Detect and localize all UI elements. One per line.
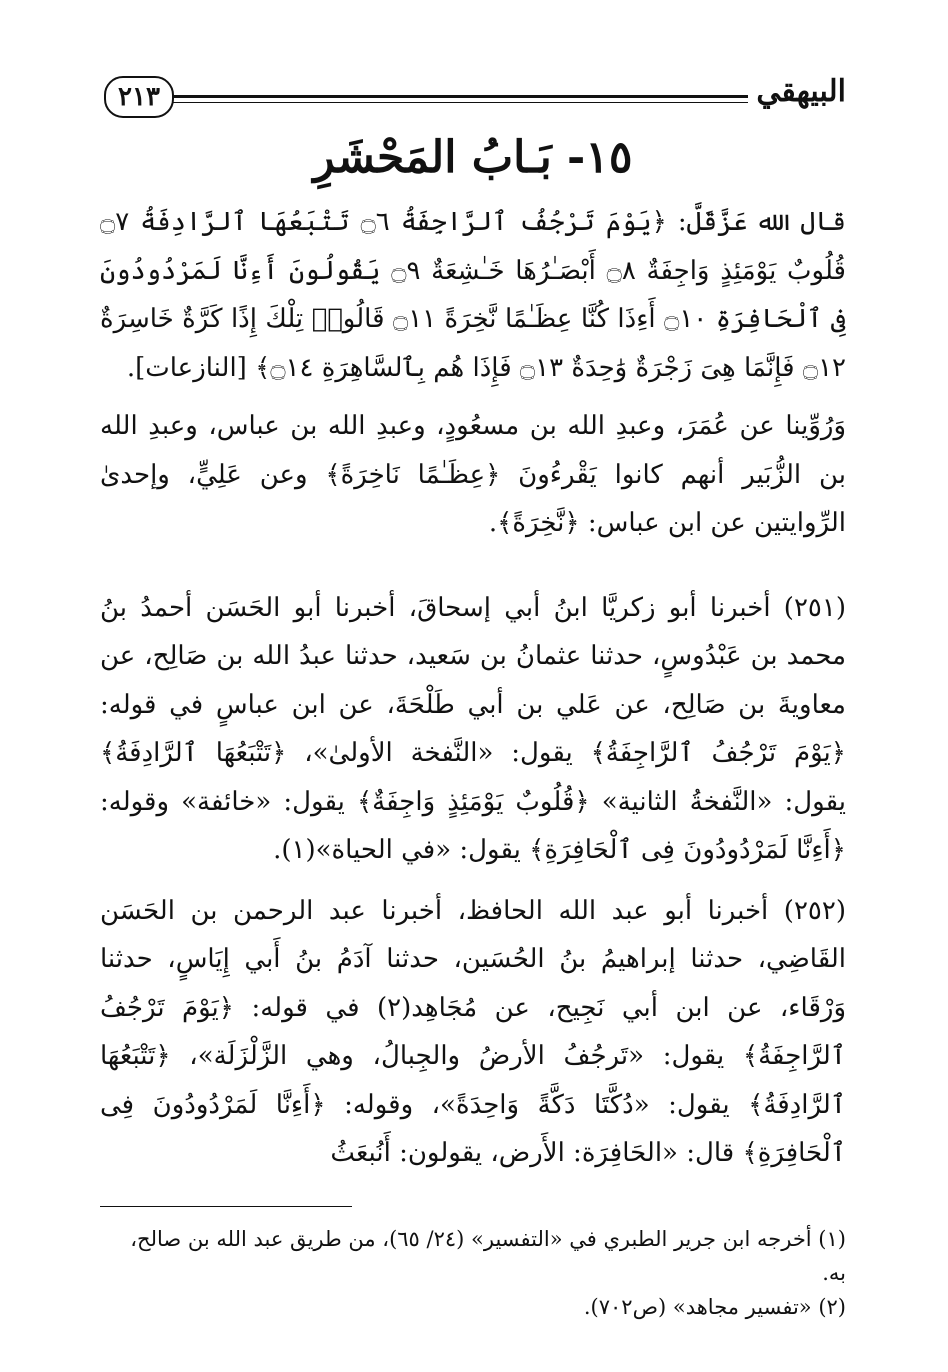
footnote-1: (١) أخرجه ابن جرير الطبري في «التفسير» (٢٤/ ٦٥)، من طريق عبد الله بن صالح، به.	[130, 1227, 846, 1285]
header-rule	[172, 95, 748, 98]
body-text	[100, 198, 846, 1178]
running-title: البيهقي	[756, 74, 846, 109]
header-rule-thin	[172, 102, 748, 103]
hadith-251-paragraph: (٢٥١) أخبرنا أبو زكريَّا ابنُ أبي إسحاقَ، أخبرنا أبو الحَسَن أحمدُ بنُ محمد بن عَبْدُوسٍ، حدثنا عثمانُ بن سَعيد، حدثنا عبدُ الله بن صَالِح، عن معاويةَ بن صَالِح، عن عَلي بن أبي طَلْحَةَ، عن ابن عباسٍ في قوله: ﴿يَوْمَ تَرْجُفُ ٱلرَّاجِفَةُ﴾ يقول: «النَّفخة الأولىٰ»، ﴿تَتْبَعُهَا ٱلرَّادِفَةُ﴾ يقول: «النَّفخةُ الثانية» ﴿قُلُوبٌ يَوْمَئِذٍ وَاجِفَةٌ﴾ يقول: «خائفة» وقوله: ﴿أَءِنَّا لَمَرْدُودُونَ فِى ٱلْحَافِرَةِ﴾ يقول: «في الحياة»(١).	[100, 592, 846, 865]
footnote-divider	[100, 1206, 352, 1207]
quran-intro-paragraph: قال الله عَزَّقَلَّ: ﴿يَوْمَ تَرْجُفُ ٱلرَّاجِفَةُ ۝٦ تَتْبَعُهَا ٱلرَّادِفَةُ ۝٧ قُلُوبٌ يَوْمَئِذٍ وَاجِفَةٌ ۝٨ أَبْصَـٰرُهَا خَـٰشِعَةٌ ۝٩ يَقُولُونَ أَءِنَّا لَمَرْدُودُونَ فِى ٱلْحَافِرَةِ ۝١٠ أَءِذَا كُنَّا عِظَـٰمًا نَّخِرَةً ۝١١ قَالُوا۟ تِلْكَ إِذًا كَرَّةٌ خَاسِرَةٌ ۝١٢ فَإِنَّمَا هِىَ زَجْرَةٌ وَٰحِدَةٌ ۝١٣ فَإِذَا هُم بِٱلسَّاهِرَةِ ۝١٤﴾ [النازعات].	[100, 207, 847, 383]
page-number: ٢١٣	[104, 76, 174, 118]
footnote-2: (٢) «تفسير مجاهد» (ص٧٠٢).	[583, 1295, 846, 1319]
book-page	[100, 70, 847, 1319]
footnotes	[100, 1222, 846, 1324]
readings-paragraph: وَرُوِّينا عن عُمَرَ، وعبدِ الله بن مسعُودٍ، وعبدِ الله بن عباس، وعبدِ الله بن الزُّبَير أنهم كانوا يَقْرءُونَ ﴿عِظَـٰمًا نَاخِرَةً﴾ وعن عَلِيٍّ، وإحدىٰ الرِّوايتين عن ابن عباس: ﴿نَّخِرَةً﴾.	[100, 411, 846, 538]
chapter-title: ١٥- بَـابُ المَحْشَرِ	[313, 132, 633, 183]
hadith-252-paragraph: (٢٥٢) أخبرنا أبو عبد الله الحافظ، أخبرنا عبد الرحمن بن الحَسَن القَاضِي، حدثنا إبراهيمُ بنُ الحُسَين، حدثنا آدَمُ بنُ أَبي إِيَاسٍ، حدثنا وَرْقَاء، عن ابن أبي نَجِيح، عن مُجَاهِد(٢) في قوله: ﴿يَوْمَ تَرْجُفُ ٱلرَّاجِفَةُ﴾ يقول: «تَرجُفُ الأرضُ والجِبالُ، وهي الزَّلْزَلَة»، ﴿تَتْبَعُهَا ٱلرَّادِفَةُ﴾ يقول: «دُكَّتَا دَكَّةً وَاحِدَةً»، وقوله: ﴿أَءِنَّا لَمَرْدُودُونَ فِى ٱلْحَافِرَةِ﴾ قال: «الحَافِرَة: الأَرض، يقولون: أَنُبعَثُ	[100, 895, 846, 1168]
page-header	[100, 76, 846, 122]
